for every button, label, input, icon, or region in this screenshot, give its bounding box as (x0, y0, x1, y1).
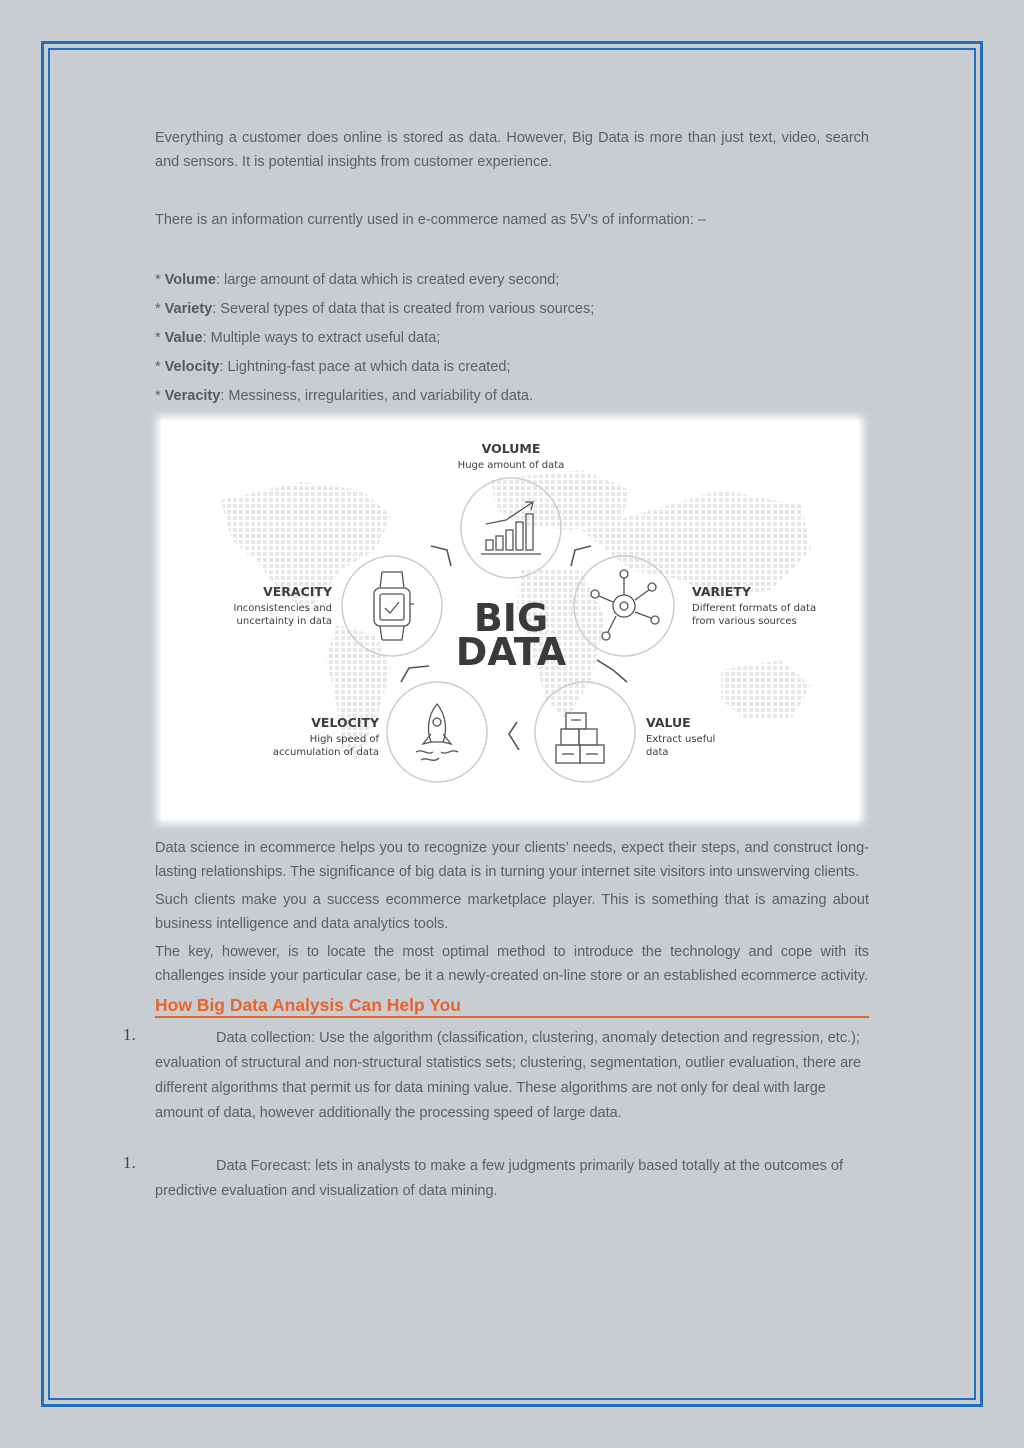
svg-text:Inconsistencies and: Inconsistencies and (233, 603, 332, 614)
five-vs-intro-paragraph: There is an information currently used in e-commerce named as 5V’s of information: – (155, 212, 706, 228)
svg-text:Huge amount of data: Huge amount of data (457, 460, 565, 471)
list-number: 1. (123, 1153, 136, 1172)
value-circle (535, 682, 635, 782)
body-paragraph-2: Such clients make you a success ecommerce marketplace player. This is something that is amazing about business intelligence and data analytics tools. (155, 892, 869, 932)
list-item (123, 1153, 869, 1204)
arrow-icon (571, 546, 591, 566)
body-paragraph-3: The key, however, is to locate the most optimal method to introduce the technology and cope with its challenges inside your particular case, be it a newly-created on-line store or an established ecommerce activity. (155, 944, 869, 984)
svg-text:accumulation of data: accumulation of data (272, 747, 379, 758)
svg-text:VELOCITY: VELOCITY (311, 715, 379, 730)
list-text: Data collection: Use the algorithm (classification, clustering, anomaly detection and regression, etc.); evaluation of structural and non-structural statistics sets; clustering, segmentation, outlier evaluation, there are different algorithms that permit us for data mining value. These algorithms are not only for deal with large amount of data, however additionally the processing speed of large data. (155, 1030, 862, 1121)
value-label (646, 715, 715, 758)
veracity-circle (342, 556, 442, 656)
svg-text:from various sources: from various sources (692, 616, 797, 627)
list-number: 1. (123, 1025, 136, 1044)
document-content (123, 126, 869, 1204)
velocity-circle (387, 682, 487, 782)
arrow-icon (597, 660, 627, 682)
boxes-icon (556, 713, 604, 763)
center-title-line1: BIG (473, 596, 549, 640)
bullet-term: Value (164, 330, 203, 346)
bullet-velocity: * Velocity: Lightning-fast pace at which data is created; (155, 359, 511, 375)
bullet-veracity: * Veracity: Messiness, irregularities, and variability of data. (155, 388, 534, 404)
svg-text:VERACITY: VERACITY (263, 584, 332, 599)
intro-paragraph: Everything a customer does online is stored as data. However, Big Data is more than just text, video, search and sensors. It is potential insights from customer experience. (155, 130, 869, 170)
svg-text:High speed of: High speed of (309, 734, 379, 745)
section-heading: How Big Data Analysis Can Help You (155, 994, 869, 1018)
svg-text:Different formats of data: Different formats of data (692, 603, 817, 614)
bullet-volume: * Volume: large amount of data which is created every second; (155, 272, 560, 288)
veracity-label (234, 584, 333, 627)
velocity-label (273, 715, 380, 758)
svg-text:Extract useful: Extract useful (646, 734, 716, 745)
svg-text:uncertainty in data: uncertainty in data (236, 616, 332, 627)
bullet-term: Velocity (164, 359, 220, 375)
arrow-icon (431, 546, 451, 566)
list-text: Data Forecast: lets in analysts to make a few judgments primarily based totally at the outcomes of predictive evaluation and visualization of data mining. (155, 1158, 844, 1199)
rocket-icon (416, 704, 458, 760)
svg-text:VALUE: VALUE (646, 715, 691, 730)
svg-text:VARIETY: VARIETY (692, 584, 751, 599)
svg-text:data: data (646, 747, 669, 758)
bullet-term: Variety (164, 301, 213, 317)
volume-label (458, 441, 565, 471)
center-title-line2: DATA (455, 630, 567, 674)
smartwatch-icon (374, 572, 414, 640)
five-vs-list (155, 266, 869, 411)
arrow-icon (509, 722, 519, 750)
bullet-term: Veracity (164, 388, 221, 404)
body-paragraph-1: Data science in ecommerce helps you to recognize your clients’ needs, expect their steps, and construct long-lasting relationships. The significance of big data is in turning your internet site visitors into unswerving clients. (155, 840, 869, 880)
big-data-infographic (161, 420, 859, 820)
arrow-icon (401, 666, 429, 682)
bullet-value: * Value: Multiple ways to extract useful data; (155, 330, 441, 346)
infographic-svg (161, 420, 859, 820)
list-item (123, 1025, 869, 1126)
svg-text:VOLUME: VOLUME (481, 441, 541, 456)
bullet-term: Volume (164, 272, 216, 288)
bullet-variety: * Variety: Several types of data that is created from various sources; (155, 301, 595, 317)
